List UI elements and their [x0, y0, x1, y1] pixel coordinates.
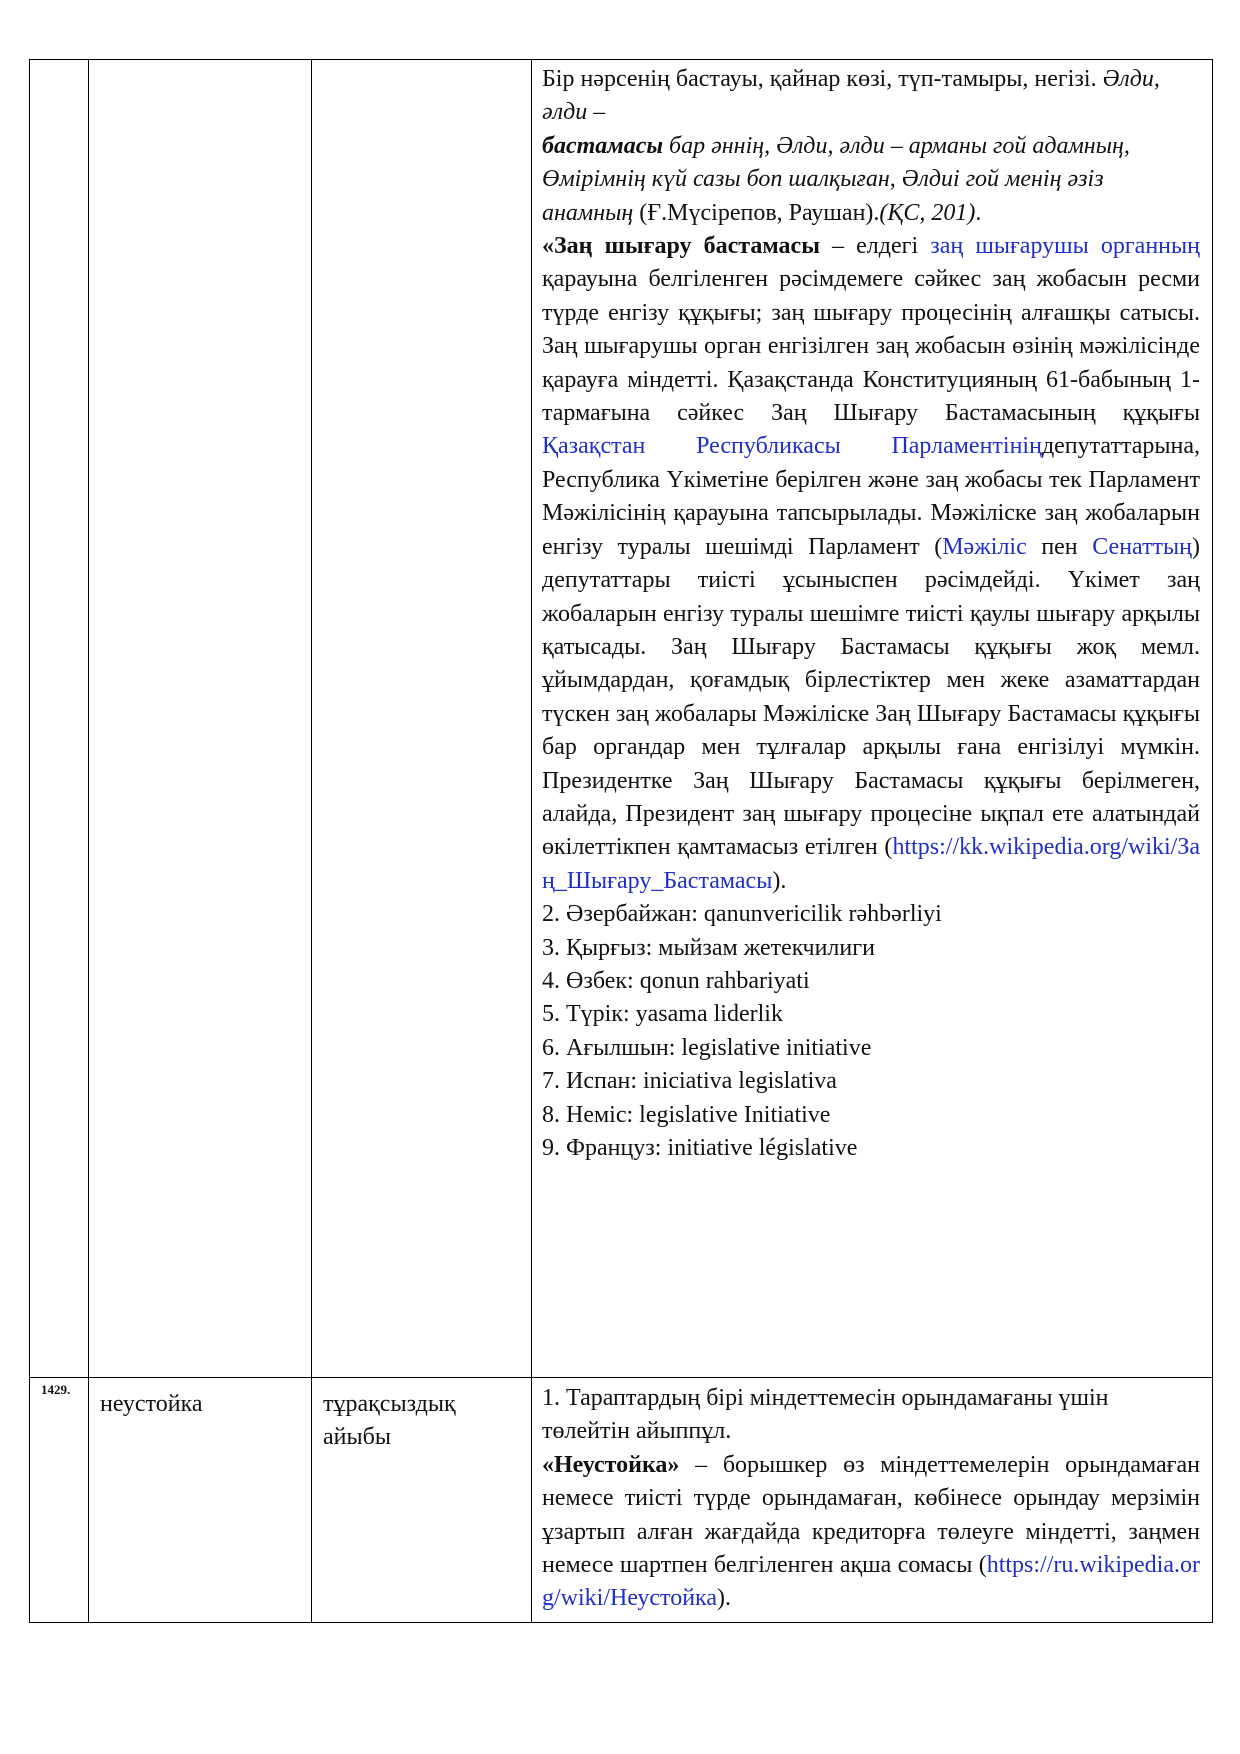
source-link[interactable]: https://ru.wikipedia.org/wiki/Неустойка [542, 1552, 1200, 1612]
translation-item: 4. Өзбек: qonun rahbariyati [542, 967, 810, 994]
translation-item: 9. Француз: initiative législative [542, 1135, 858, 1161]
translation-item: 5. Түрік: yasama liderlik [542, 1001, 783, 1028]
translation-item: 8. Неміс: legislative Initiative [542, 1101, 831, 1128]
link-legislative-organ[interactable]: заң шығарушы органның [930, 233, 1200, 260]
article-paragraph: «Заң шығару бастамасы – елдегі заң шығарушы органның қарауына белгіленген рәсімдемеге сәйкес заң жобасын ресми түрде енгізу құқығы; заң шығару процесінің алғашқы сатысы. Заң шығарушы орган енгізілген заң жобасын өзінің мәжілісінде қарауға міндетті. Қазақстанда Конституцияның 61-бабының 1-тармағына сәйкес Заң Шығару Бастамасының құқығы Қазақстан Республикасы Парламентініңдепутаттарына, Республика Үкіметіне берілген және заң жобасы тек Парламент Мәжілісінің қарауына тапсырылады. Мәжіліске заң жобаларын енгізу туралы шешімді Парламент (Мәжіліс пен Сенаттың) депутаттары тиісті ұсыныспен рәсімдейді. Үкімет заң жобаларын енгізу туралы шешімге тиісті қаулы шығару арқылы қатысады. Заң Шығару Бастамасы құқығы жоқ мемл. ұйымдардан, қоғамдық бірлестіктер мен жеке азаматтардан түскен заң жобалары Мәжіліске Заң Шығару Бастамасы құқығы бар органдар мен тұлғалар арқылы ғана енгізілуі мүмкін. Президентке Заң Шығару Бастамасы құқығы берілмеген, алайда, Президент заң шығару процесіне ықпал ете алатындай өкілеттікпен қамтамасыз етілген (https://kk.wikipedia.org/wiki/Заң_Шығару_Бастамасы). [542, 233, 1201, 894]
term-kazakh [312, 60, 532, 1378]
link-senate[interactable]: Сенаттың [1092, 533, 1193, 560]
entry-definition [532, 60, 1213, 1378]
entry-definition [532, 1378, 1213, 1623]
quote-source: (Ғ.Мүсірепов, Раушан). [639, 199, 880, 226]
source-link[interactable]: https://kk.wikipedia.org/wiki/Заң_Шығару_Бастамасы [542, 834, 1200, 894]
link-parliament[interactable]: Қазақстан Республикасы Парламентінің [542, 433, 1042, 460]
entry-number [30, 60, 89, 1378]
term-russian [89, 60, 312, 1378]
translation-item: 6. Ағылшын: legislative initiative [542, 1034, 872, 1061]
entry-number: 1429. [30, 1378, 89, 1623]
article-paragraph: «Неустойка» – борышкер өз міндеттемелерін орындамаған немесе тиісті түрде орындамаған, көбінесе орындау мерзімін ұзартып алған жағдайда кредиторға төлеуге міндетті, заңмен немесе шартпен белгіленген ақша сомасы (https://ru.wikipedia.org/wiki/Неустойка). [542, 1451, 1200, 1612]
dictionary-table [29, 59, 1213, 1623]
definition-paragraph: 1. Тараптардың бірі міндеттемесін орындамағаны үшін төлейтін айыппұл. [542, 1385, 1109, 1445]
literary-quote: Әлди, әлди – бастамасы бар әннің, Әлди, әлди – арманы гой адамның, Өмірімнің күй сазы боп шалқыған, Әлдиі гой менің әзіз анамның [542, 66, 1160, 226]
translation-item: 2. Әзербайжан: qanunvericilik rəhbərliyi [542, 901, 942, 928]
link-majilis[interactable]: Мәжіліс [942, 533, 1027, 560]
term-kazakh: тұрақсыздық айыбы [312, 1378, 532, 1623]
translation-item: 3. Қырғыз: мыйзам жетекчилиги [542, 934, 875, 961]
article-term: «Неустойка» [542, 1451, 680, 1478]
quote-reference: (ҚС, 201) [879, 199, 976, 226]
definition-paragraph: Бір нәрсенің бастауы, қайнар көзі, түп-тамыры, негізі. Әлди, әлди – бастамасы бар әннің, Әлди, әлди – арманы гой адамның, Өмірімнің күй сазы боп шалқыған, Әлдиі гой менің әзіз анамның (Ғ.Мүсірепов, Раушан).(ҚС, 201). [542, 66, 1160, 226]
term-russian: неустойка [89, 1378, 312, 1623]
table-row [30, 60, 1213, 1378]
translation-item: 7. Испан: iniciativa legislativa [542, 1068, 837, 1095]
article-term: «Заң шығару бастамасы [542, 233, 820, 260]
table-row [30, 1378, 1213, 1623]
